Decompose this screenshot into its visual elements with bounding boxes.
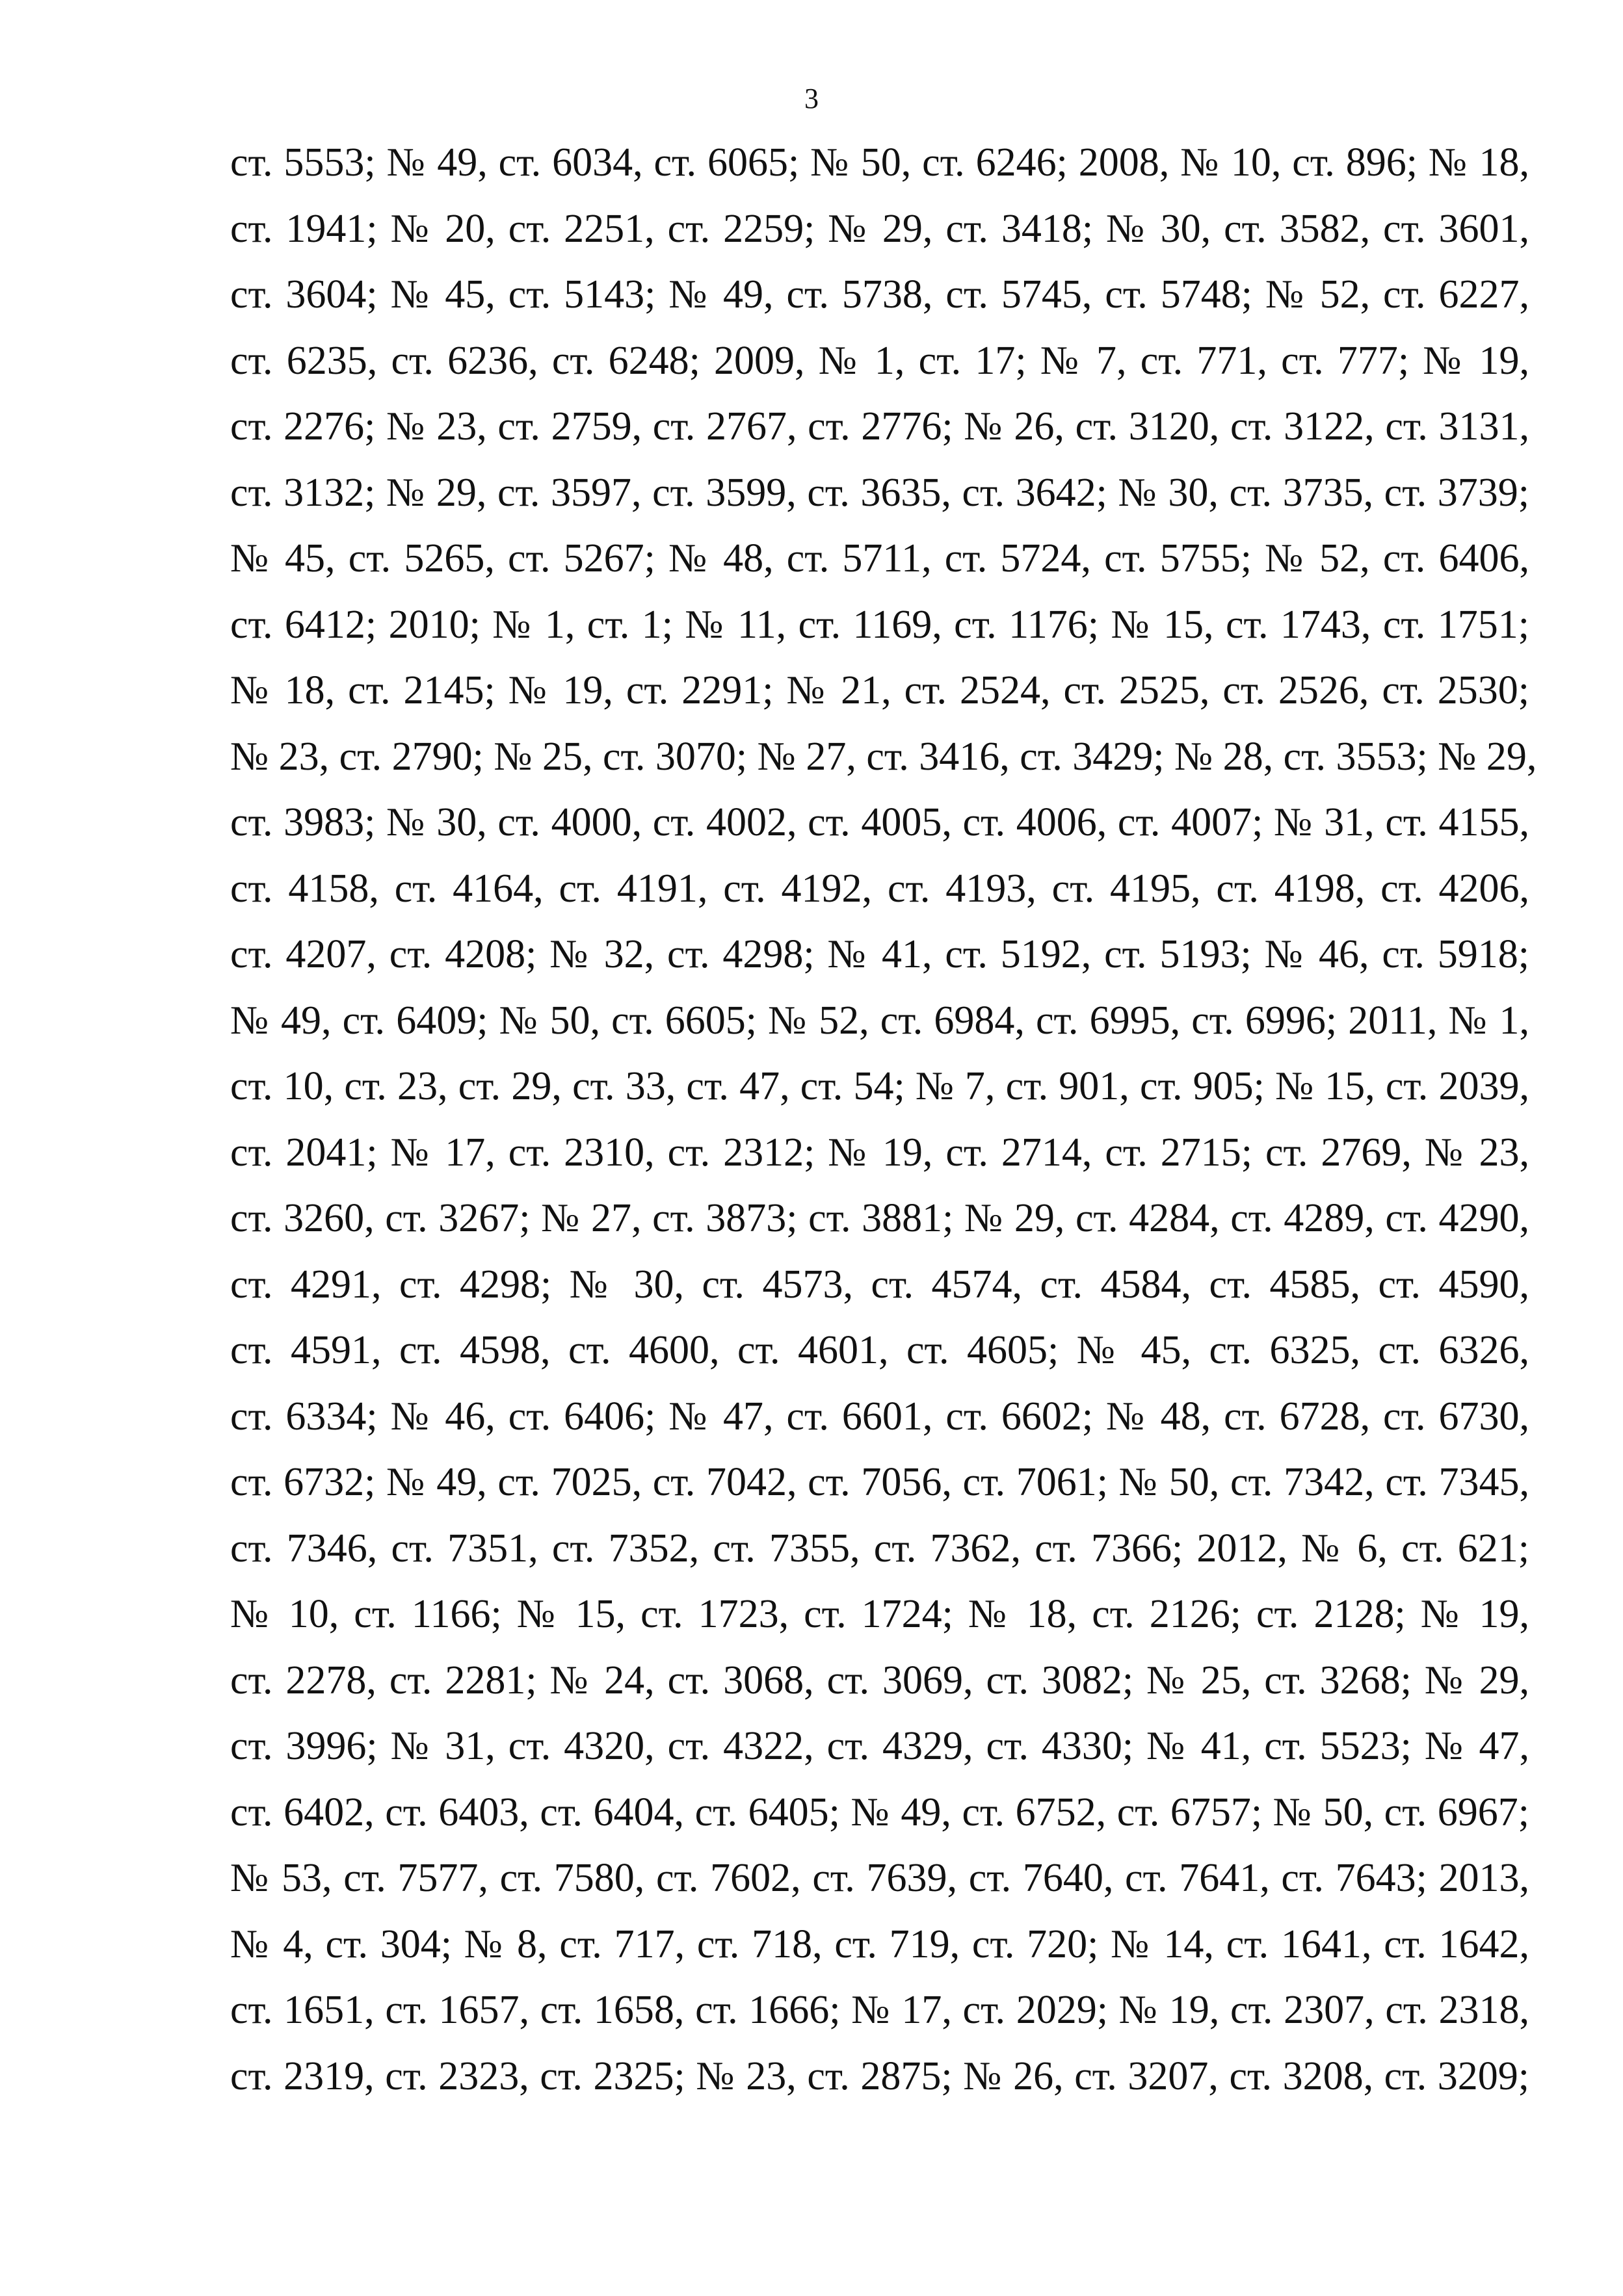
- page-number: 3: [804, 83, 819, 114]
- text-line: № 18, ст. 2145; № 19, ст. 2291; № 21, ст. 2524, ст. 2525, ст. 2526, ст. 2530;: [230, 668, 1529, 712]
- text-line: ст. 3132; № 29, ст. 3597, ст. 3599, ст. 3635, ст. 3642; № 30, ст. 3735, ст. 3739;: [230, 470, 1529, 515]
- text-line: № 53, ст. 7577, ст. 7580, ст. 7602, ст. 7639, ст. 7640, ст. 7641, ст. 7643; 2013,: [230, 1856, 1529, 1900]
- text-line: ст. 6235, ст. 6236, ст. 6248; 2009, № 1, ст. 17; № 7, ст. 771, ст. 777; № 19,: [230, 338, 1529, 383]
- text-line: № 23, ст. 2790; № 25, ст. 3070; № 27, ст. 3416, ст. 3429; № 28, ст. 3553; № 29,: [230, 734, 1537, 779]
- text-line: ст. 4591, ст. 4598, ст. 4600, ст. 4601, ст. 4605; № 45, ст. 6325, ст. 6326,: [230, 1328, 1529, 1372]
- text-line: № 4, ст. 304; № 8, ст. 717, ст. 718, ст. 719, ст. 720; № 14, ст. 1641, ст. 1642,: [230, 1922, 1529, 1966]
- text-line: ст. 2278, ст. 2281; № 24, ст. 3068, ст. 3069, ст. 3082; № 25, ст. 3268; № 29,: [230, 1658, 1529, 1702]
- text-line: ст. 3996; № 31, ст. 4320, ст. 4322, ст. 4329, ст. 4330; № 41, ст. 5523; № 47,: [230, 1724, 1529, 1768]
- text-line: № 45, ст. 5265, ст. 5267; № 48, ст. 5711, ст. 5724, ст. 5755; № 52, ст. 6406,: [230, 536, 1529, 581]
- text-line: ст. 3260, ст. 3267; № 27, ст. 3873; ст. 3881; № 29, ст. 4284, ст. 4289, ст. 4290,: [230, 1196, 1529, 1240]
- text-line: ст. 1941; № 20, ст. 2251, ст. 2259; № 29, ст. 3418; № 30, ст. 3582, ст. 3601,: [230, 206, 1529, 251]
- text-line: ст. 6732; № 49, ст. 7025, ст. 7042, ст. 7056, ст. 7061; № 50, ст. 7342, ст. 7345,: [230, 1460, 1529, 1504]
- text-line: № 49, ст. 6409; № 50, ст. 6605; № 52, ст. 6984, ст. 6995, ст. 6996; 2011, № 1,: [230, 998, 1529, 1043]
- text-line: ст. 2276; № 23, ст. 2759, ст. 2767, ст. 2776; № 26, ст. 3120, ст. 3122, ст. 3131,: [230, 404, 1529, 449]
- text-line: ст. 2319, ст. 2323, ст. 2325; № 23, ст. 2875; № 26, ст. 3207, ст. 3208, ст. 3209;: [230, 2054, 1529, 2098]
- text-line: ст. 1651, ст. 1657, ст. 1658, ст. 1666; № 17, ст. 2029; № 19, ст. 2307, ст. 2318,: [230, 1988, 1529, 2032]
- text-line: ст. 4207, ст. 4208; № 32, ст. 4298; № 41, ст. 5192, ст. 5193; № 46, ст. 5918;: [230, 932, 1529, 976]
- text-line: ст. 10, ст. 23, ст. 29, ст. 33, ст. 47, ст. 54; № 7, ст. 901, ст. 905; № 15, ст. 2039,: [230, 1064, 1529, 1108]
- text-line: ст. 6334; № 46, ст. 6406; № 47, ст. 6601, ст. 6602; № 48, ст. 6728, ст. 6730,: [230, 1394, 1529, 1439]
- text-line: ст. 6412; 2010; № 1, ст. 1; № 11, ст. 1169, ст. 1176; № 15, ст. 1743, ст. 1751;: [230, 602, 1529, 647]
- body-text: [230, 137, 1537, 2116]
- text-line: ст. 3983; № 30, ст. 4000, ст. 4002, ст. 4005, ст. 4006, ст. 4007; № 31, ст. 4155,: [230, 800, 1529, 844]
- text-line: ст. 5553; № 49, ст. 6034, ст. 6065; № 50, ст. 6246; 2008, № 10, ст. 896; № 18,: [230, 140, 1529, 185]
- text-line: ст. 2041; № 17, ст. 2310, ст. 2312; № 19, ст. 2714, ст. 2715; ст. 2769, № 23,: [230, 1130, 1529, 1175]
- text-line: ст. 3604; № 45, ст. 5143; № 49, ст. 5738, ст. 5745, ст. 5748; № 52, ст. 6227,: [230, 272, 1529, 317]
- text-line: № 10, ст. 1166; № 15, ст. 1723, ст. 1724; № 18, ст. 2126; ст. 2128; № 19,: [230, 1592, 1529, 1636]
- text-line: ст. 7346, ст. 7351, ст. 7352, ст. 7355, ст. 7362, ст. 7366; 2012, № 6, ст. 621;: [230, 1526, 1529, 1571]
- text-line: ст. 6402, ст. 6403, ст. 6404, ст. 6405; № 49, ст. 6752, ст. 6757; № 50, ст. 6967;: [230, 1790, 1529, 1834]
- text-line: ст. 4291, ст. 4298; № 30, ст. 4573, ст. 4574, ст. 4584, ст. 4585, ст. 4590,: [230, 1262, 1529, 1307]
- text-line: ст. 4158, ст. 4164, ст. 4191, ст. 4192, ст. 4193, ст. 4195, ст. 4198, ст. 4206,: [230, 866, 1529, 911]
